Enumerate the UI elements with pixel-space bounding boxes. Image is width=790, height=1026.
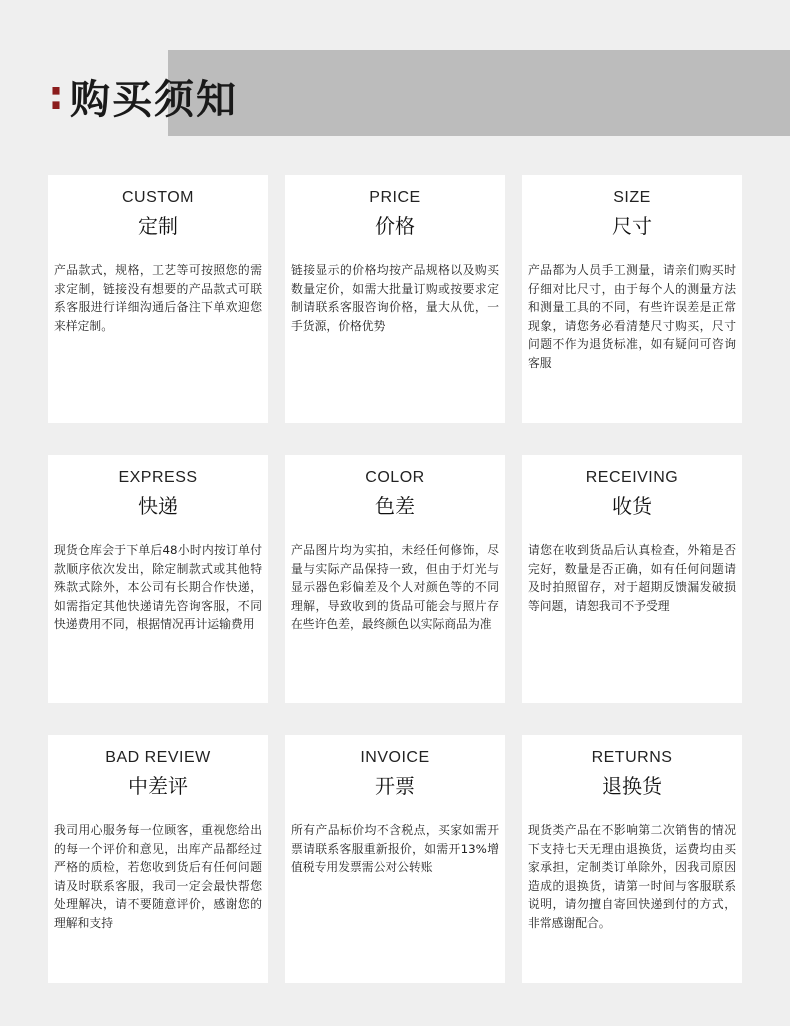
card-zh-title: 色差 (375, 494, 415, 518)
card-bad-review (48, 735, 268, 983)
card-en-title: RETURNS (591, 749, 673, 766)
card-returns (522, 735, 742, 983)
card-zh-title: 中差评 (128, 774, 188, 798)
card-zh-title: 快递 (138, 494, 178, 518)
card-zh-title: 定制 (138, 214, 178, 238)
card-description: 现货仓库会于下单后48小时内按订单付款顺序依次发出，除定制款式或其他特殊款式除外，本公司有长期合作快递，如需指定其他快递请先咨询客服，不同快递费用不同，根据情况再计运输费用 (54, 543, 262, 631)
card-zh-title: 价格 (375, 214, 415, 238)
card-en-title: PRICE (369, 189, 421, 206)
card-description: 产品都为人员手工测量，请亲们购买时仔细对比尺寸，由于每个人的测量方法和测量工具的不同，有些许误差是正常现象，请您务必看清楚尺寸购买，尺寸问题不作为退货标准，如有疑问可咨询客服 (528, 263, 736, 370)
card-description: 产品款式，规格，工艺等可按照您的需求定制，链接没有想要的产品款式可联系客服进行详细沟通后备注下单欢迎您来样定制。 (54, 263, 262, 333)
card-en-title: INVOICE (360, 749, 430, 766)
title-colon: : (48, 73, 66, 119)
card-en-title: CUSTOM (121, 189, 195, 206)
card-color (285, 455, 505, 703)
card-zh-title: 开票 (375, 774, 415, 798)
card-description: 所有产品标价均不含税点，买家如需开票请联系客服重新报价，如需开13%增值税专用发票需公对公转账 (291, 823, 499, 874)
card-zh-title: 收货 (612, 494, 652, 518)
card-en-title: COLOR (365, 469, 425, 486)
card-en-title: EXPRESS (118, 469, 198, 486)
card-custom (48, 175, 268, 423)
card-description: 产品图片均为实拍，未经任何修饰，尽量与实际产品保持一致，但由于灯光与显示器色彩偏差及个人对颜色等的不同理解，导致收到的货品可能会与照片存在些许色差，最终颜色以实际商品为准 (291, 543, 499, 631)
card-description: 现货类产品在不影响第二次销售的情况下支持七天无理由退换货，运费均由买家承担，定制类订单除外，因我司原因造成的退换货，请第一时间与客服联系说明，请勿擅自寄回快递到付的方式，非常感谢配合。 (528, 823, 736, 930)
card-description: 我司用心服务每一位顾客，重视您给出的每一个评价和意见，出库产品都经过严格的质检，若您收到货后有任何问题请及时联系客服，我司一定会最快帮您处理解决，请不要随意评价，感谢您的理解和支持 (54, 823, 262, 930)
title-text: 购买须知 (70, 76, 238, 123)
card-size (522, 175, 742, 423)
card-express (48, 455, 268, 703)
card-en-title: SIZE (613, 189, 651, 206)
card-en-title: RECEIVING (585, 469, 679, 486)
card-zh-title: 尺寸 (612, 214, 652, 238)
card-price (285, 175, 505, 423)
card-description: 链接显示的价格均按产品规格以及购买数量定价，如需大批量订购或按要求定制请联系客服咨询价格，量大从优，一手货源，价格优势 (291, 263, 499, 333)
header-band (168, 50, 790, 136)
card-invoice (285, 735, 505, 983)
card-en-title: BAD REVIEW (105, 749, 211, 766)
card-description: 请您在收到货品后认真检查，外箱是否完好，数量是否正确，如有任何问题请及时拍照留存，对于超期反馈漏发破损等问题，请恕我司不予受理 (528, 543, 736, 613)
page-title (48, 66, 238, 126)
card-receiving (522, 455, 742, 703)
card-zh-title: 退换货 (602, 774, 662, 798)
